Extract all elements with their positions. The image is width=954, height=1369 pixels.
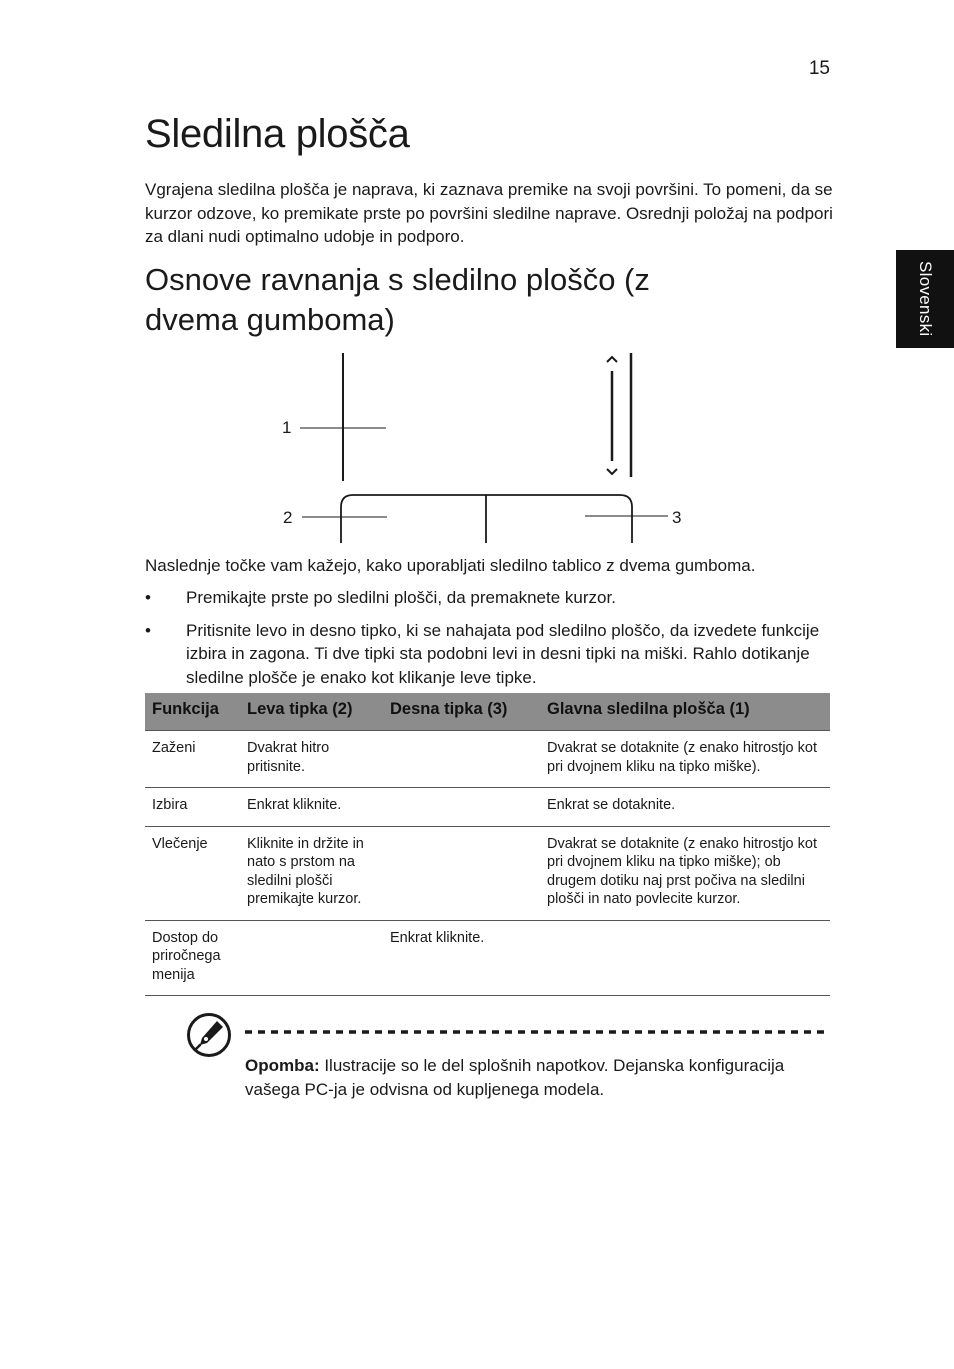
- table-cell: Dostop do priročnega menija: [145, 920, 240, 996]
- table-cell: [540, 920, 830, 996]
- bullet-icon: •: [145, 588, 151, 607]
- list-item: [145, 586, 835, 610]
- table-header-cell: Leva tipka (2): [240, 693, 383, 731]
- callout-3-label: 3: [672, 508, 682, 527]
- table-cell: [383, 731, 540, 788]
- touchpad-diagram: [270, 345, 680, 550]
- table-header-cell: Desna tipka (3): [383, 693, 540, 731]
- callout-2-label: 2: [283, 508, 293, 527]
- function-table: [145, 693, 830, 996]
- note-divider: [245, 1030, 830, 1034]
- table-cell: Dvakrat hitro pritisnite.: [240, 731, 383, 788]
- table-row: [145, 731, 830, 788]
- table-row: [145, 788, 830, 827]
- table-cell: Enkrat kliknite.: [240, 788, 383, 827]
- scroll-down-arrow-icon: [607, 469, 617, 474]
- table-cell: Vlečenje: [145, 826, 240, 920]
- table-header-cell: Glavna sledilna plošča (1): [540, 693, 830, 731]
- list-item: [145, 619, 835, 690]
- intro-paragraph: Vgrajena sledilna plošča je naprava, ki zaznava premike na svoji površini. To pomeni, da se kurzor odzove, ko premikate prste po površini sledilne naprave. Osrednji položaj na podpori za dlani nudi optimalno udobje in podporo.: [145, 180, 833, 246]
- language-tab: [896, 250, 954, 348]
- table-row: [145, 826, 830, 920]
- table-cell: Kliknite in držite in nato s prstom na sledilni plošči premikajte kurzor.: [240, 826, 383, 920]
- callout-1-label: 1: [282, 418, 292, 437]
- bullet-icon: •: [145, 620, 151, 640]
- lead-paragraph: Naslednje točke vam kažejo, kako uporabljati sledilno tablico z dvema gumboma.: [145, 556, 756, 575]
- note-body: Ilustracije so le del splošnih napotkov. Dejanska konfiguracija vašega PC-ja je odvisna od kupljenega modela.: [245, 1056, 785, 1099]
- page-title: Sledilna plošča: [145, 112, 410, 156]
- language-tab-label: Slovenski: [916, 261, 935, 337]
- table-row: [145, 920, 830, 996]
- table-cell: Dvakrat se dotaknite (z enako hitrostjo kot pri dvojnem kliku na tipko miške).: [540, 731, 830, 788]
- note-label: Opomba:: [245, 1056, 320, 1075]
- list-item-text: Pritisnite levo in desno tipko, ki se nahajata pod sledilno ploščo, da izvedete funkcije izbira in zagona. Ti dve tipki sta podobni levi in desni tipki na miški. Rahlo dotikanje sledilne plošče je enako kot klikanje leve tipke.: [186, 620, 820, 687]
- note-pen-icon: [186, 1012, 232, 1058]
- scroll-up-arrow-icon: [607, 357, 617, 362]
- table-cell: Enkrat se dotaknite.: [540, 788, 830, 827]
- table-header-row: [145, 693, 830, 731]
- note-text: [245, 1054, 830, 1101]
- table-cell: Izbira: [145, 788, 240, 827]
- table-cell: Dvakrat se dotaknite (z enako hitrostjo kot pri dvojnem kliku na tipko miške); ob drugem dotiku naj prst počiva na sledilni plošči in nato povlecite kurzor.: [540, 826, 830, 920]
- table-cell: [240, 920, 383, 996]
- section-title: Osnove ravnanja s sledilno ploščo (z dvema gumboma): [145, 262, 650, 337]
- table-cell: [383, 826, 540, 920]
- bullet-list: [145, 586, 835, 698]
- page-number: 15: [808, 58, 830, 79]
- table-cell: Zaženi: [145, 731, 240, 788]
- table-cell: Enkrat kliknite.: [383, 920, 540, 996]
- list-item-text: Premikajte prste po sledilni plošči, da premaknete kurzor.: [186, 588, 616, 607]
- table-cell: [383, 788, 540, 827]
- table-header-cell: Funkcija: [145, 693, 240, 731]
